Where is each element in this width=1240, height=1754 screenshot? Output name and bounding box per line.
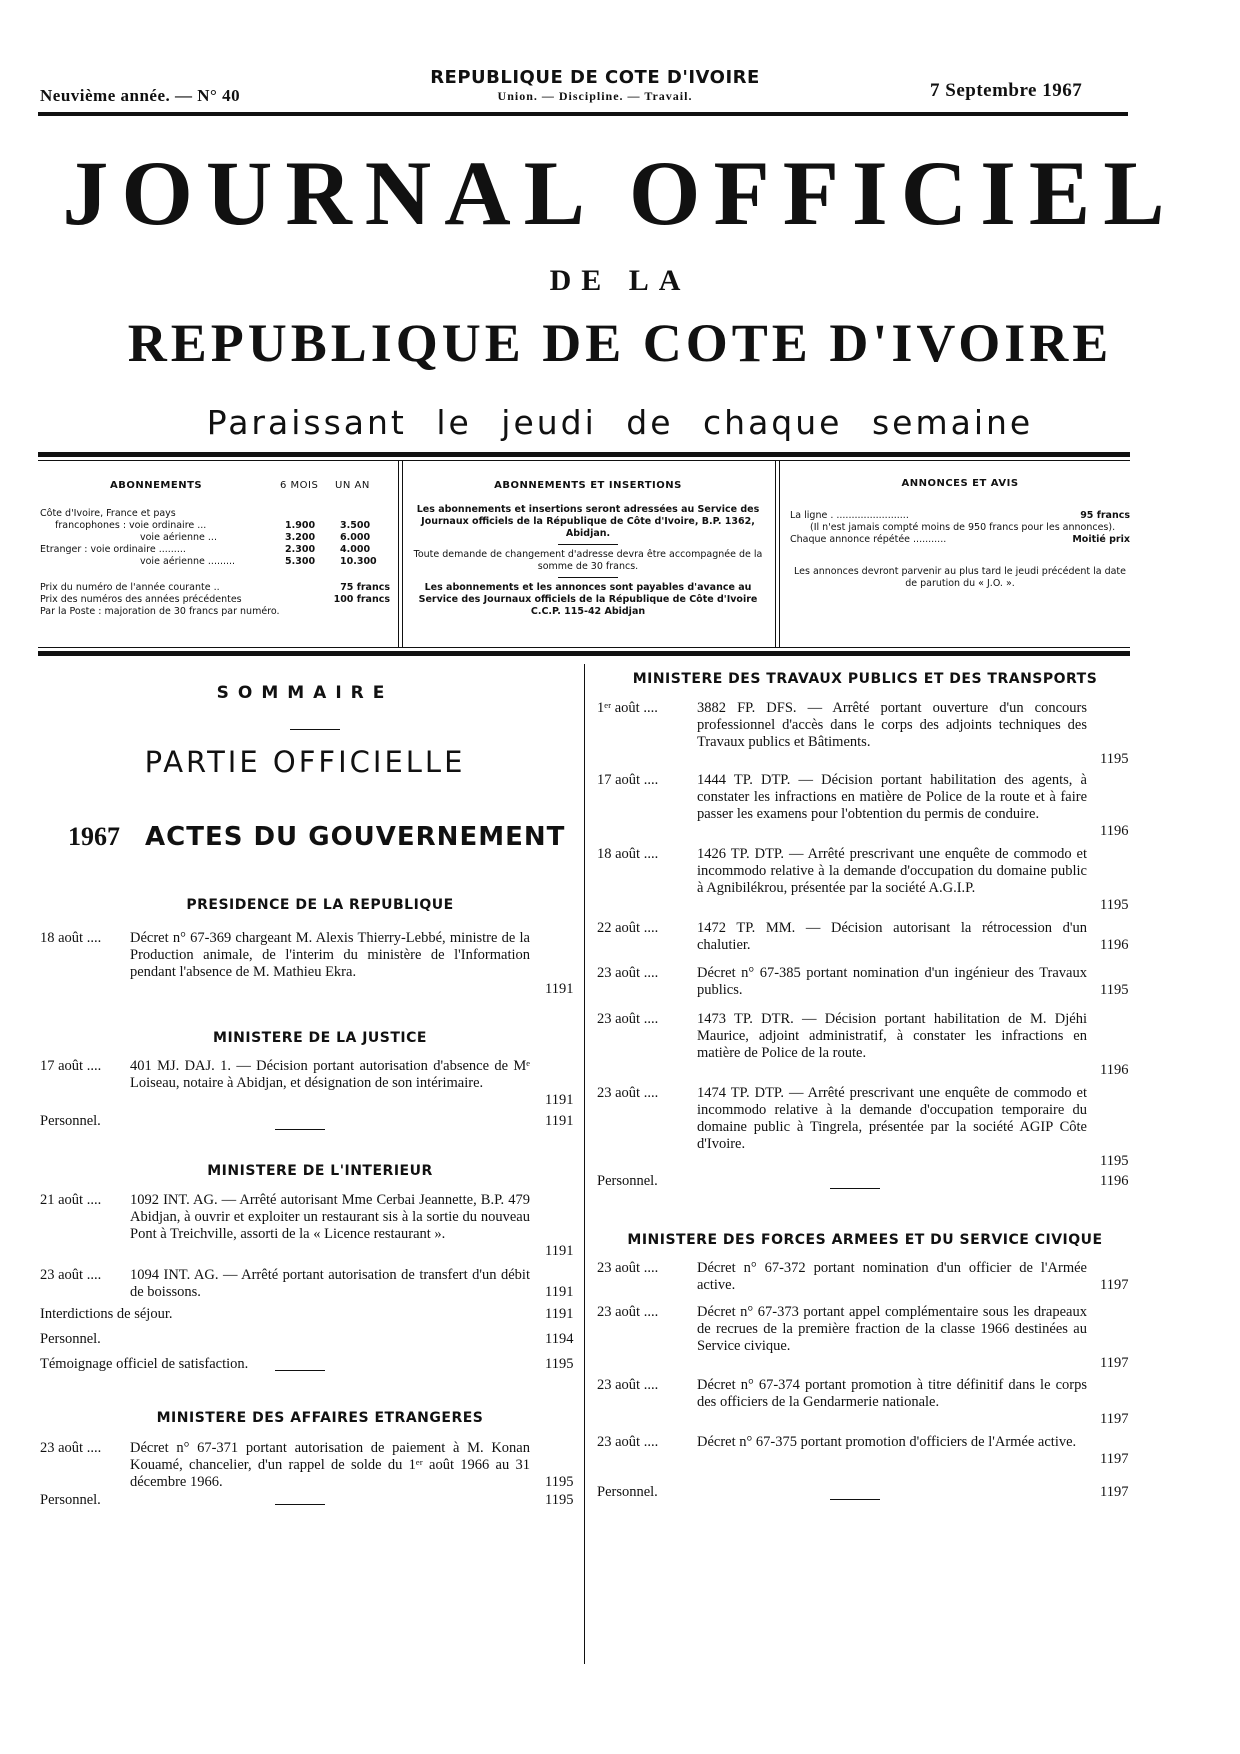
toc-entry-int1 (40, 1192, 585, 1260)
entry-page: 1195 (1100, 751, 1129, 767)
sommaire-rule (290, 729, 340, 730)
entry-text: 1474 TP. DTP. — Arrêté prescrivant une enquête de commodo et incommodo relative à la demande d'occupation temporaire du domaine public à Tingrela, présentée par la société AGIP Côte d'Ivoire. (697, 1085, 1087, 1152)
annonces-heading: ANNONCES ET AVIS (901, 478, 1019, 489)
entry-page: 1195 (1100, 1153, 1129, 1169)
entry-text: Décret n° 67-385 portant nomination d'un ingénieur des Travaux publics. (697, 965, 1087, 998)
entry-page: 1197 (1100, 1277, 1129, 1293)
insertions-p2: Toute demande de changement d'adresse devra être accompagnée de la somme de 30 francs. (413, 549, 763, 572)
entry-date: 22 août .... (597, 920, 659, 936)
col-6mois: 6 MOIS (280, 480, 319, 491)
entry-text: Personnel. (40, 1492, 101, 1508)
journal-title: JOURNAL OFFICIEL (62, 142, 1178, 244)
entry-date: 23 août .... (597, 1085, 659, 1101)
insertions-p3: Les abonnements et les annonces sont payables d'avance au Service des Journaux officiels de la République de Côte d'Ivoire C.C.P. 115-42 Abidjan (418, 582, 758, 617)
section-presidence: PRESIDENCE DE LA REPUBLIQUE (186, 897, 454, 913)
entry-date: 23 août .... (597, 965, 659, 981)
prix-precedentes: Prix des numéros des années précédentes 100 francs (40, 594, 390, 605)
entry-page: 1191 (545, 1306, 574, 1322)
annonces-note: (Il n'est jamais compté moins de 950 francs pour les annonces). (810, 522, 1116, 533)
boxes-top-rule-thin (38, 460, 1130, 461)
entry-date: 17 août .... (40, 1058, 102, 1074)
journal-tagline: Paraissant le jeudi de chaque semaine (206, 403, 1034, 442)
header-republic: REPUBLIQUE DE COTE D'IVOIRE (430, 67, 760, 88)
entry-page: 1197 (1100, 1484, 1129, 1500)
annonces-repeat: Chaque annonce répétée ........... Moitié prix (790, 534, 1130, 545)
section-travaux-publics: MINISTERE DES TRAVAUX PUBLICS ET DES TRANSPORTS (632, 671, 1098, 687)
insertions-sep-2 (558, 577, 618, 578)
annonces-deadline: Les annonces devront parvenir au plus tard le jeudi précédent la date de parution du « J.O. ». (794, 566, 1126, 589)
entry-page: 1195 (1100, 982, 1129, 998)
entry-date: 23 août .... (597, 1377, 659, 1393)
entry-page: 1197 (1100, 1355, 1129, 1371)
issue-number: Neuvième année. — N° 40 (40, 86, 241, 105)
separator-dash (275, 1370, 325, 1371)
entry-text: 1426 TP. DTP. — Arrêté prescrivant une enquête de commodo et incommodo relative à la demande d'occupation du domaine public à Agnibilékrou, présentée par la société A.G.I.P. (697, 846, 1087, 896)
header-center (430, 67, 760, 104)
abonnement-row: voie aérienne ......... 5.300 10.300 (140, 556, 377, 567)
entry-text: Décret n° 67-374 portant promotion à titre définitif dans le corps des officiers de la Gendarmerie nationale. (697, 1377, 1087, 1410)
toc-entry-tp1 (597, 700, 1140, 768)
toc-entry-aff2 (40, 1492, 585, 1509)
insertions-sep-1 (558, 544, 618, 545)
box-insertions (412, 480, 764, 618)
section-justice: MINISTERE DE LA JUSTICE (213, 1030, 427, 1046)
entry-text: 3882 FP. DFS. — Arrêté portant ouverture d'un concours professionnel d'accès dans le corps des adjoints techniques des Travaux publics et Bâtiments. (697, 700, 1087, 750)
entry-date: 18 août .... (597, 846, 659, 862)
entry-text: Personnel. (597, 1484, 658, 1500)
entry-text: Décret n° 67-369 chargeant M. Alexis Thierry-Lebbé, ministre de la Production animale, de l'interim du ministère de l'Information pendant l'absence de M. Mathieu Ekra. (130, 930, 530, 980)
toc-entry-just1 (40, 1058, 585, 1109)
entry-page: 1195 (545, 1492, 574, 1508)
toc-entry-aff1 (40, 1440, 585, 1491)
entry-text: Décret n° 67-372 portant nomination d'un officier de l'Armée active. (697, 1260, 1087, 1293)
entry-date: 1ᵉʳ août .... (597, 700, 658, 716)
poste-note: Par la Poste : majoration de 30 francs par numéro. (40, 606, 280, 617)
box-abonnements (40, 480, 390, 618)
abonnement-row: francophones : voie ordinaire ... 1.900 3.500 (55, 520, 371, 531)
section-forces-armees: MINISTERE DES FORCES ARMEES ET DU SERVICE CIVIQUE (627, 1232, 1103, 1248)
entry-text: Décret n° 67-371 portant autorisation de paiement à M. Konan Kouamé, chancelier, d'un rappel de solde du 1ᵉʳ août 1966 au 31 décembre 1966. (130, 1440, 530, 1490)
toc-entry-pres1 (40, 930, 585, 998)
prix-courante: Prix du numéro de l'année courante .. 75 francs (40, 582, 390, 593)
entry-date: 23 août .... (40, 1267, 102, 1283)
abonnement-row: voie aérienne ... 3.200 6.000 (140, 532, 371, 543)
sommaire-title: SOMMAIRE (216, 683, 394, 703)
entry-page: 1196 (1100, 1062, 1129, 1078)
entry-text: 401 MJ. DAJ. 1. — Décision portant autorisation d'absence de Mᵉ Loiseau, notaire à Abidjan, et désignation de son intérimaire. (130, 1058, 530, 1091)
entry-page: 1197 (1100, 1451, 1129, 1467)
entry-date: 17 août .... (597, 772, 659, 788)
toc-entry-tp2 (597, 772, 1140, 840)
boxes-bottom-rule-thin (38, 647, 1130, 648)
entry-text: Témoignage officiel de satisfaction. (40, 1356, 249, 1372)
toc-entry-int4 (40, 1331, 585, 1348)
separator-dash (275, 1504, 325, 1505)
entry-page: 1191 (545, 1113, 574, 1129)
box-divider-1 (398, 460, 399, 647)
entry-text: 1094 INT. AG. — Arrêté portant autorisation de transfert d'un débit de boissons. (130, 1267, 530, 1300)
toc-entry-int3 (40, 1306, 585, 1323)
toc-entry-tp7 (597, 1085, 1140, 1170)
abonnements-heading: ABONNEMENTS (110, 480, 203, 491)
entry-page: 1191 (545, 1092, 574, 1108)
abonnement-row: Etranger : voie ordinaire ......... 2.300 4.000 (40, 544, 371, 555)
col-unan: UN AN (335, 480, 370, 491)
box-divider-2b (779, 460, 780, 647)
toc-entry-int2 (40, 1267, 585, 1301)
entry-text: 1473 TP. DTR. — Décision portant habilitation de M. Djéhi Maurice, adjoint administratif, à constater les infractions en matière de Police de la route. (697, 1011, 1087, 1061)
entry-text: Personnel. (40, 1331, 101, 1347)
entry-date: 18 août .... (40, 930, 102, 946)
entry-page: 1196 (1100, 823, 1129, 839)
abonnements-rows (40, 508, 390, 568)
toc-entry-fa3 (597, 1377, 1140, 1428)
entry-page: 1195 (545, 1474, 574, 1490)
entry-date: 23 août .... (597, 1434, 659, 1450)
issue-date: 7 Septembre 1967 (930, 80, 1083, 101)
toc-entry-tp4 (597, 920, 1140, 954)
entry-page: 1195 (545, 1356, 574, 1372)
entry-text: Décret n° 67-373 portant appel complémentaire sous les drapeaux de recrues de la première fraction de la classe 1966 destinées au Service civique. (697, 1304, 1087, 1354)
journal-de-la: DE LA (549, 264, 691, 297)
box-annonces (790, 478, 1130, 590)
toc-entry-tp5 (597, 965, 1140, 999)
entry-page: 1191 (545, 1284, 574, 1300)
toc-entry-just2 (40, 1113, 585, 1130)
entry-text: 1444 TP. DTP. — Décision portant habilitation des agents, à constater les infractions en matière de Police de la route et à faire passer les examens pour l'obtention du permis de conduire. (697, 772, 1087, 822)
partie-officielle: PARTIE OFFICIELLE (144, 745, 466, 779)
entry-date: 23 août .... (597, 1011, 659, 1027)
abonnement-row: Côte d'Ivoire, France et pays (40, 508, 176, 519)
boxes-top-rule (38, 452, 1130, 457)
entry-date: 23 août .... (40, 1440, 102, 1456)
entry-text: Personnel. (597, 1173, 658, 1189)
entry-text: Personnel. (40, 1113, 101, 1129)
journal-republic-title: REPUBLIQUE DE COTE D'IVOIRE (127, 313, 1113, 373)
header-rule (38, 112, 1128, 116)
toc-entry-fa2 (597, 1304, 1140, 1372)
actes-title: ACTES DU GOUVERNEMENT (145, 822, 566, 852)
separator-dash (830, 1188, 880, 1189)
toc-entry-tp6 (597, 1011, 1140, 1079)
box-divider-2 (775, 460, 776, 647)
actes-year: 1967 (68, 822, 120, 851)
entry-text: Décret n° 67-375 portant promotion d'officiers de l'Armée active. (697, 1434, 1077, 1450)
entry-page: 1196 (1100, 1173, 1129, 1189)
toc-entry-fa4 (597, 1434, 1140, 1468)
entry-page: 1196 (1100, 937, 1129, 953)
separator-dash (830, 1499, 880, 1500)
entry-page: 1194 (545, 1331, 574, 1347)
entry-page: 1197 (1100, 1411, 1129, 1427)
header-motto: Union. — Discipline. — Travail. (497, 89, 693, 103)
box-divider-1b (402, 460, 403, 647)
entry-text: 1472 TP. MM. — Décision autorisant la rétrocession d'un chalutier. (697, 920, 1087, 953)
section-interieur: MINISTERE DE L'INTERIEUR (207, 1163, 433, 1179)
toc-entry-fa1 (597, 1260, 1140, 1294)
entry-page: 1191 (545, 981, 574, 997)
entry-text: Interdictions de séjour. (40, 1306, 173, 1322)
entry-date: 23 août .... (597, 1304, 659, 1320)
boxes-bottom-rule (38, 651, 1130, 656)
entry-page: 1191 (545, 1243, 574, 1259)
toc-entry-tp3 (597, 846, 1140, 914)
insertions-p1: Les abonnements et insertions seront adressées au Service des Journaux officiels de la République de Côte d'Ivoire, B.P. 1362, Abidjan. (416, 504, 760, 539)
section-affaires-etrangeres: MINISTERE DES AFFAIRES ETRANGERES (156, 1410, 484, 1426)
entry-text: 1092 INT. AG. — Arrêté autorisant Mme Cerbai Jeannette, B.P. 479 Abidjan, à ouvrir et exploiter un restaurant sis à la sortie du nouveau Pont à Treichville, assorti de la « Licence restaurant ». (130, 1192, 530, 1242)
entry-page: 1195 (1100, 897, 1129, 913)
entry-date: 23 août .... (597, 1260, 659, 1276)
entry-date: 21 août .... (40, 1192, 102, 1208)
annonces-ligne: La ligne . ........................ 95 francs (790, 510, 1130, 521)
insertions-heading: ABONNEMENTS ET INSERTIONS (494, 480, 682, 491)
separator-dash (275, 1129, 325, 1130)
